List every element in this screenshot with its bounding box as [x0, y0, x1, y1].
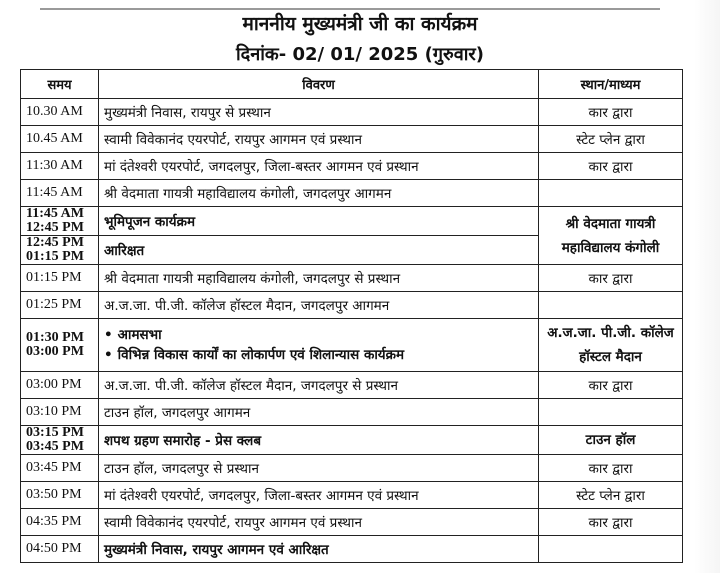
place-cell: श्री वेदमाता गायत्री महाविद्यालय कंगोली [539, 207, 683, 265]
place-cell [539, 399, 683, 426]
table-row [21, 126, 683, 153]
description-cell: टाउन हॉल, जगदलपुर आगमन [99, 399, 539, 426]
time-cell: 04:35 PM [21, 509, 99, 536]
header-description: विवरण [99, 70, 539, 99]
place-cell: कार द्वारा [539, 265, 683, 292]
time-range-cell [21, 207, 99, 236]
table-header-row [21, 70, 683, 99]
description-cell: स्वामी विवेकानंद एयरपोर्ट, रायपुर आगमन एवं प्रस्थान [99, 509, 539, 536]
table-row [21, 399, 683, 426]
time-range-cell [21, 426, 99, 455]
time-cell: 11:45 AM [21, 180, 99, 207]
description-cell: टाउन हॉल, जगदलपुर से प्रस्थान [99, 455, 539, 482]
time-cell: 10.30 AM [21, 99, 99, 126]
place-cell: स्टेट प्लेन द्वारा [539, 126, 683, 153]
time-cell: 03:10 PM [21, 399, 99, 426]
end-time: 03:45 PM [26, 439, 84, 454]
table-row [21, 99, 683, 126]
top-rule [40, 8, 660, 10]
schedule-date: दिनांक- 02/ 01/ 2025 (गुरुवार) [236, 44, 484, 65]
place-cell: अ.ज.जा. पी.जी. कॉलेज हॉस्टल मैदान [539, 319, 683, 372]
time-cell: 10.45 AM [21, 126, 99, 153]
start-time: 01:30 PM [26, 330, 84, 345]
table-row [21, 426, 683, 455]
description-cell: श्री वेदमाता गायत्री महाविद्यालय कंगोली, जगदलपुर से प्रस्थान [99, 265, 539, 292]
place-cell [539, 536, 683, 563]
table-row [21, 536, 683, 563]
table-row [21, 153, 683, 180]
description-cell: शपथ ग्रहण समारोह - प्रेस क्लब [99, 426, 539, 455]
time-cell: 11:30 AM [21, 153, 99, 180]
place-cell [539, 180, 683, 207]
bullet-item: • आमसभा [104, 325, 533, 345]
place-cell [539, 292, 683, 319]
description-cell: अ.ज.जा. पी.जी. कॉलेज हॉस्टल मैदान, जगदलपुर आगमन [99, 292, 539, 319]
description-cell: मुख्यमंत्री निवास, रायपुर से प्रस्थान [99, 99, 539, 126]
header-time: समय [21, 70, 99, 99]
table-row [21, 207, 683, 236]
description-cell: आरिक्षत [99, 236, 539, 265]
description-cell: अ.ज.जा. पी.जी. कॉलेज हॉस्टल मैदान, जगदलपुर से प्रस्थान [99, 372, 539, 399]
description-cell: मां दंतेश्वरी एयरपोर्ट, जगदलपुर, जिला-बस्तर आगमन एवं प्रस्थान [99, 153, 539, 180]
page-title: माननीय मुख्यमंत्री जी का कार्यक्रम [242, 13, 478, 35]
place-cell: कार द्वारा [539, 153, 683, 180]
table-row [21, 292, 683, 319]
place-cell: कार द्वारा [539, 372, 683, 399]
table-row [21, 319, 683, 372]
table-row [21, 372, 683, 399]
time-range-cell [21, 319, 99, 372]
description-cell: भूमिपूजन कार्यक्रम [99, 207, 539, 236]
table-row [21, 482, 683, 509]
description-cell: मां दंतेश्वरी एयरपोर्ट, जगदलपुर, जिला-बस्तर आगमन एवं प्रस्थान [99, 482, 539, 509]
description-cell [99, 319, 539, 372]
time-range-cell [21, 236, 99, 265]
place-cell: कार द्वारा [539, 509, 683, 536]
description-cell: मुख्यमंत्री निवास, रायपुर आगमन एवं आरिक्षत [99, 536, 539, 563]
time-cell: 03:45 PM [21, 455, 99, 482]
end-time: 01:15 PM [26, 249, 84, 264]
time-cell: 04:50 PM [21, 536, 99, 563]
description-cell: श्री वेदमाता गायत्री महाविद्यालय कंगोली, जगदलपुर आगमन [99, 180, 539, 207]
place-cell: कार द्वारा [539, 99, 683, 126]
place-cell: कार द्वारा [539, 455, 683, 482]
page-edge-shadow [694, 0, 720, 573]
table-row [21, 455, 683, 482]
time-cell: 01:25 PM [21, 292, 99, 319]
time-cell: 01:15 PM [21, 265, 99, 292]
place-cell: स्टेट प्लेन द्वारा [539, 482, 683, 509]
end-time: 12:45 PM [26, 220, 84, 235]
start-time: 11:45 AM [26, 206, 84, 221]
description-cell: स्वामी विवेकानंद एयरपोर्ट, रायपुर आगमन एवं प्रस्थान [99, 126, 539, 153]
table-row [21, 265, 683, 292]
start-time: 03:15 PM [26, 425, 84, 440]
place-cell: टाउन हॉल [539, 426, 683, 455]
table-row [21, 509, 683, 536]
table-row [21, 180, 683, 207]
start-time: 12:45 PM [26, 235, 84, 250]
header-place: स्थान/माध्यम [539, 70, 683, 99]
time-cell: 03:50 PM [21, 482, 99, 509]
bullet-item: • विभिन्न विकास कार्यों का लोकार्पण एवं शिलान्यास कार्यक्रम [104, 345, 533, 365]
schedule-table [20, 69, 683, 563]
end-time: 03:00 PM [26, 344, 84, 359]
time-cell: 03:00 PM [21, 372, 99, 399]
